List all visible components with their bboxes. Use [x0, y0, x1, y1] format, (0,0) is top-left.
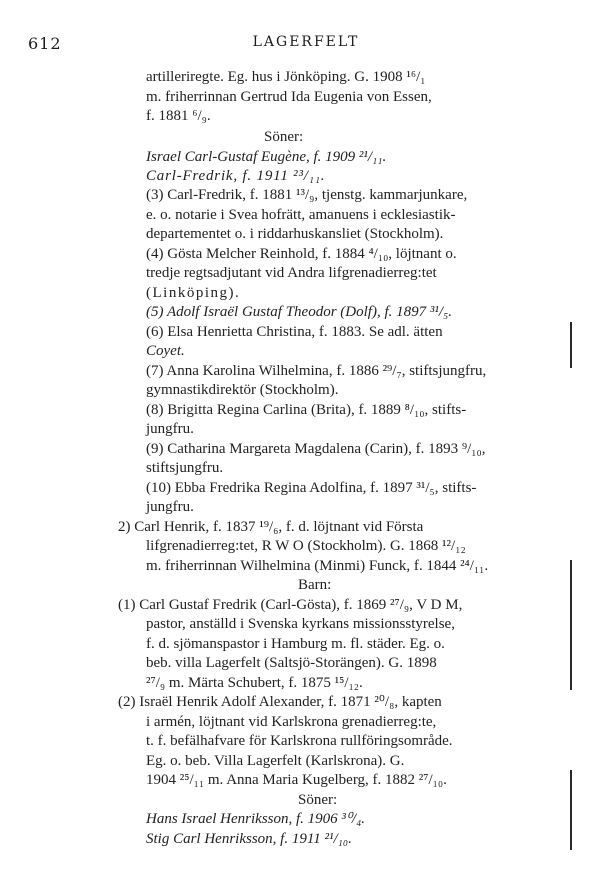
text-line: (1) Carl Gustaf Fredrik (Carl-Gösta), f. 1869 ²⁷/₉, V D M,: [118, 597, 463, 613]
text-line: i armén, löjtnant vid Karlskrona grenadierreg:te,: [146, 714, 437, 730]
right-margin-rule: [570, 322, 572, 368]
text-line: f. d. sjömanspastor i Hamburg m. fl. städer. Eg. o.: [146, 636, 445, 652]
text-line: t. f. befälhafvare för Karlskrona rullföringsområde.: [146, 733, 453, 749]
running-head: LAGERFELT: [252, 34, 360, 50]
text-line: Hans Israel Henriksson, f. 1906 ³⁰/₄.: [146, 811, 366, 827]
text-line: beb. villa Lagerfelt (Saltsjö-Storängen). G. 1898: [146, 655, 437, 671]
text-line: 1904 ²⁵/₁₁ m. Anna Maria Kugelberg, f. 1882 ²⁷/₁₀.: [146, 772, 447, 788]
text-line: (10) Ebba Fredrika Regina Adolfina, f. 1897 ³¹/₅, stifts-: [146, 480, 477, 496]
text-line: Söner:: [264, 129, 304, 145]
text-line: (7) Anna Karolina Wilhelmina, f. 1886 ²⁹/₇, stiftsjungfru,: [146, 363, 487, 379]
text-line: departementet o. i riddarhuskansliet (Stockholm).: [146, 226, 444, 242]
text-line: gymnastikdirektör (Stockholm).: [146, 382, 339, 398]
text-line: Israel Carl-Gustaf Eugène, f. 1909 ²¹/₁₁.: [146, 149, 387, 165]
page-header: [0, 34, 612, 56]
text-line: artilleriregte. Eg. hus i Jönköping. G. 1908 ¹⁶/₁: [146, 69, 426, 85]
text-line: lifgrenadierreg:tet, R W O (Stockholm). G. 1868 ¹²/₁₂: [146, 538, 466, 554]
text-line: Coyet.: [146, 343, 185, 359]
text-line: e. o. notarie i Svea hofrätt, amanuens i ecklesiastik-: [146, 207, 456, 223]
text-line: jungfru.: [146, 421, 194, 437]
text-line: pastor, anställd i Svenska kyrkans missionsstyrelse,: [146, 616, 455, 632]
text-line: (6) Elsa Henrietta Christina, f. 1883. Se adl. ätten: [146, 324, 443, 340]
text-line: Carl-Fredrik, f. 1911 ²³/₁₁.: [146, 168, 326, 184]
page-number: 612: [28, 34, 62, 53]
text-line: (2) Israël Henrik Adolf Alexander, f. 1871 ²⁰/₈, kapten: [118, 694, 442, 710]
right-margin-rule: [570, 560, 572, 690]
text-line: m. friherrinnan Wilhelmina (Minmi) Funck, f. 1844 ²⁴/₁₁.: [146, 558, 489, 574]
text-line: Stig Carl Henriksson, f. 1911 ²¹/₁₀.: [146, 831, 352, 847]
right-margin-rule: [570, 770, 572, 850]
text-line: Eg. o. beb. Villa Lagerfelt (Karlskrona). G.: [146, 753, 405, 769]
text-line: (4) Gösta Melcher Reinhold, f. 1884 ⁴/₁₀, löjtnant o.: [146, 246, 457, 262]
text-line: ²⁷/₉ m. Märta Schubert, f. 1875 ¹⁵/₁₂.: [146, 675, 363, 691]
text-line: stiftsjungfru.: [146, 460, 224, 476]
text-line: Söner:: [298, 792, 338, 808]
text-line: (5) Adolf Israël Gustaf Theodor (Dolf), f. 1897 ³¹/₅.: [146, 304, 453, 320]
text-line: (8) Brigitta Regina Carlina (Brita), f. 1889 ⁸/₁₀, stifts-: [146, 402, 467, 418]
text-line: (9) Catharina Margareta Magdalena (Carin), f. 1893 ⁹/₁₀,: [146, 441, 486, 457]
text-line: f. 1881 ⁶/₉.: [146, 108, 211, 124]
text-line: 2) Carl Henrik, f. 1837 ¹⁹/₆, f. d. löjtnant vid Första: [118, 519, 424, 535]
text-line: (Linköping).: [146, 285, 241, 301]
text-line: (3) Carl-Fredrik, f. 1881 ¹³/₉, tjenstg. kammarjunkare,: [146, 187, 468, 203]
text-line: m. friherrinnan Gertrud Ida Eugenia von Essen,: [146, 89, 432, 105]
text-line: Barn:: [298, 577, 332, 593]
text-line: jungfru.: [146, 499, 194, 515]
text-line: tredje regtsadjutant vid Andra lifgrenadierreg:tet: [146, 265, 437, 281]
